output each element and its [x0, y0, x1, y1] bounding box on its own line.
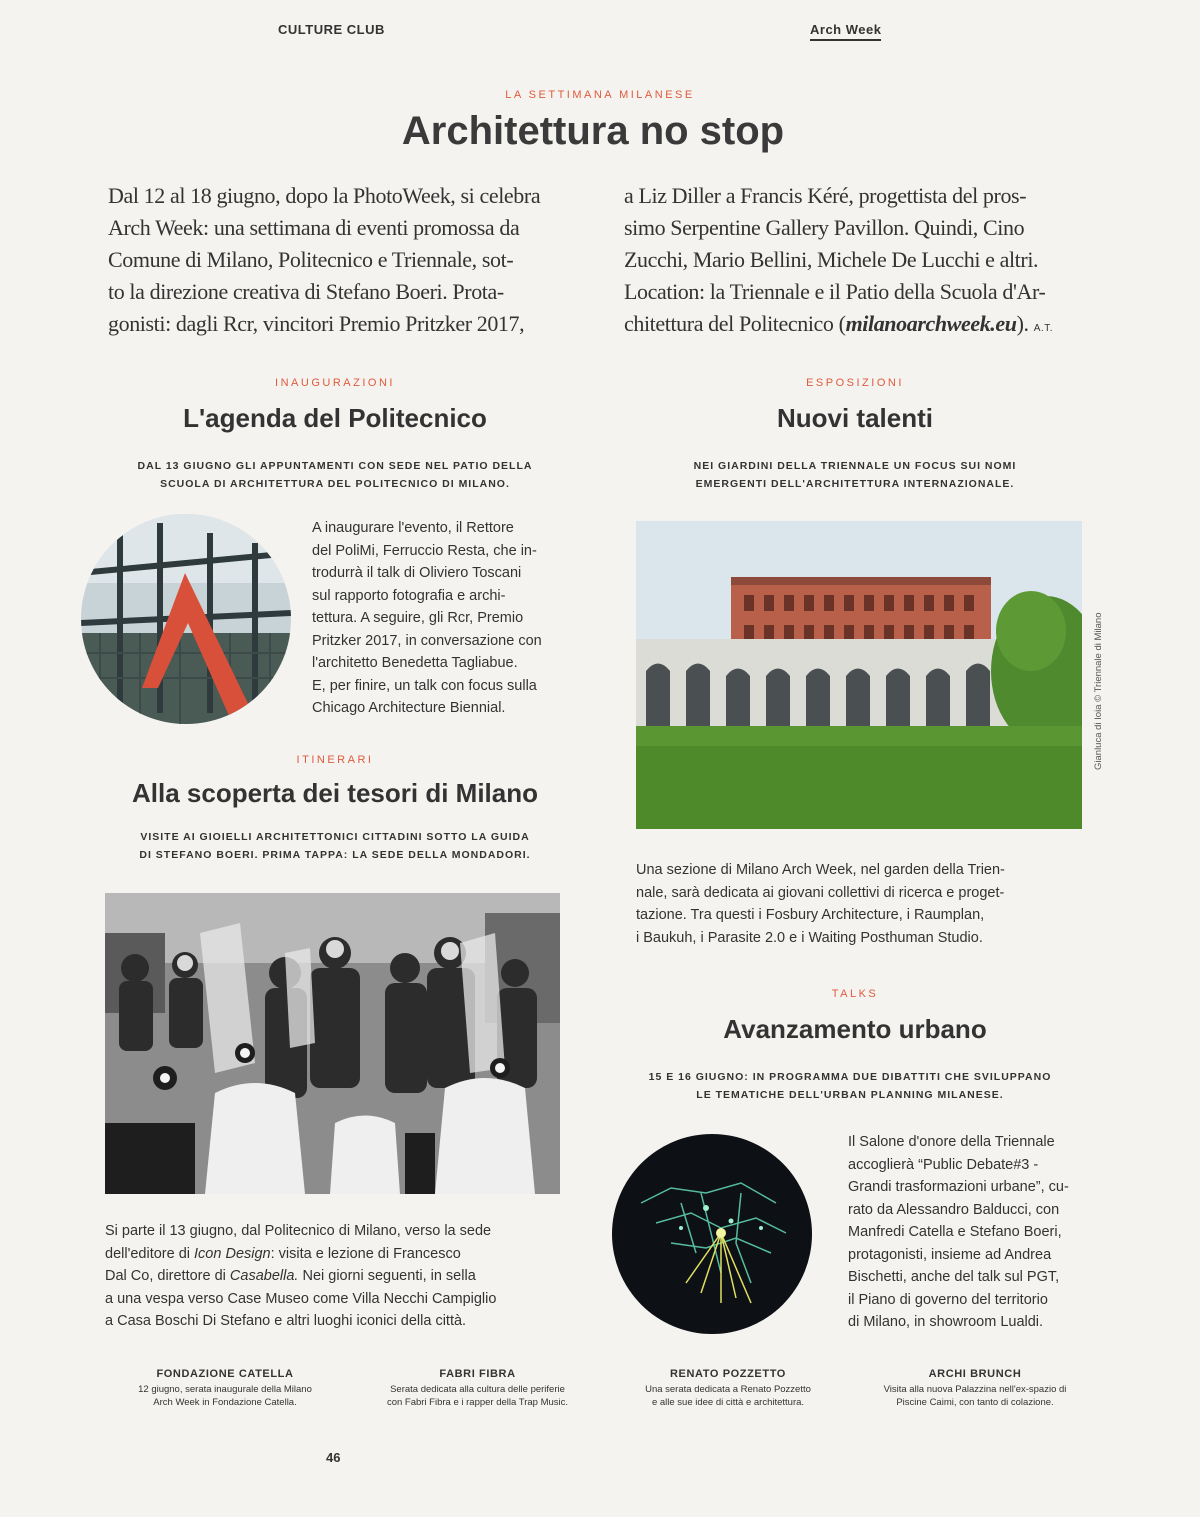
body-line: del PoliMi, Ferruccio Resta, che in- — [312, 542, 537, 559]
body-line: Il Salone d'onore della Triennale — [848, 1134, 1055, 1150]
body-line — [105, 1265, 575, 1288]
intro-line: Arch Week: una settimana di eventi promossa da — [108, 215, 520, 240]
desc-line: Serata dedicata alla cultura delle periferie — [390, 1384, 565, 1395]
footer-event-card — [355, 1368, 600, 1409]
author-signature: A.T. — [1033, 323, 1053, 334]
body-line: Chicago Architecture Biennial. — [312, 700, 506, 716]
body-line: di Milano, in showroom Lualdi. — [848, 1314, 1044, 1330]
subhead-line: LE TEMATICHE DELL'URBAN PLANNING MILANESE. — [696, 1089, 1004, 1101]
body-line: i Baukuh, i Parasite 2.0 e i Waiting Posthuman Studio. — [636, 929, 983, 946]
politecnico-photo — [80, 513, 292, 725]
intro-line: to la direzione creativa di Stefano Boeri. Prota- — [108, 279, 504, 304]
intro-line: Comune di Milano, Politecnico e Triennale, sot- — [108, 247, 514, 272]
intro-line: Dal 12 al 18 giugno, dopo la PhotoWeek, si celebra — [108, 183, 541, 208]
subhead-line: 15 E 16 GIUGNO: IN PROGRAMMA DUE DIBATTITI CHE SVILUPPANO — [648, 1071, 1052, 1083]
body-line: tazione. Tra questi i Fosbury Architecture, i Raumplan, — [636, 907, 985, 923]
body-line: rato da Alessandro Balducci, con — [848, 1201, 1060, 1218]
footer-event-name: ARCHI BRUNCH — [928, 1368, 1022, 1380]
body-text: Nei giorni seguenti, in sella — [298, 1268, 476, 1284]
body-line: Pritzker 2017, in conversazione con — [312, 632, 542, 649]
tesori-title: Alla scoperta dei tesori di Milano — [132, 778, 538, 808]
body-line: Una sezione di Milano Arch Week, nel garden della Trien- — [636, 862, 1005, 878]
intro-line: Location: la Triennale e il Patio della Scuola d'Ar- — [624, 279, 1046, 304]
website-link[interactable]: milanoarchweek.eu — [845, 311, 1017, 336]
tesori-subhead — [90, 828, 580, 864]
body-line: A inaugurare l'evento, il Rettore — [312, 520, 514, 536]
body-text: : visita e lezione di Francesco — [270, 1245, 461, 1262]
desc-line: 12 giugno, serata inaugurale della Milano — [138, 1384, 312, 1395]
talenti-kicker: ESPOSIZIONI — [806, 377, 904, 389]
body-line: Manfredi Catella e Stefano Boeri, — [848, 1224, 1062, 1240]
intro-line: simo Serpentine Gallery Pavillon. Quindi, Cino — [624, 215, 1025, 240]
body-line: accoglierà “Public Debate#3 - — [848, 1156, 1039, 1173]
subhead-line: SCUOLA DI ARCHITETTURA DEL POLITECNICO DI MILANO. — [160, 478, 510, 490]
magazine-name: Casabella. — [229, 1268, 299, 1284]
talenti-title: Nuovi talenti — [776, 403, 933, 433]
intro-line: Zucchi, Mario Bellini, Michele De Lucchi e altri. — [624, 247, 1039, 272]
body-text: Dal Co, direttore di — [105, 1268, 230, 1284]
body-line: Si parte il 13 giugno, dal Politecnico di Milano, verso la sede — [105, 1223, 492, 1239]
body-line: trodurrà il talk di Oliviero Toscani — [312, 565, 522, 581]
intro-text: chitettura del Politecnico ( — [624, 311, 846, 336]
footer-event-name: RENATO POZZETTO — [670, 1368, 786, 1380]
desc-line: Visita alla nuova Palazzina nell'ex-spazio di — [883, 1384, 1067, 1395]
section-label: CULTURE CLUB — [278, 22, 385, 37]
body-line: a una vespa verso Case Museo come Villa Necchi Campiglio — [105, 1290, 497, 1307]
talenti-subhead — [620, 457, 1090, 493]
subhead-line: DAL 13 GIUGNO GLI APPUNTAMENTI CON SEDE NEL PATIO DELLA — [137, 460, 533, 472]
desc-line: con Fabri Fibra e i rapper della Trap Music. — [386, 1397, 569, 1408]
subhead-line: VISITE AI GIOIELLI ARCHITETTONICI CITTADINI SOTTO LA GUIDA — [140, 831, 530, 843]
intro-column-2 — [624, 180, 1104, 345]
footer-event-desc — [850, 1383, 1100, 1409]
politecnico-kicker: INAUGURAZIONI — [275, 377, 395, 389]
body-text: dell'editore di — [105, 1245, 195, 1262]
hero-kicker: LA SETTIMANA MILANESE — [505, 89, 695, 101]
politecnico-body — [312, 517, 582, 720]
subhead-line: DI STEFANO BOERI. PRIMA TAPPA: LA SEDE DELLA MONDADORI. — [139, 849, 531, 861]
footer-event-name: FABRI FIBRA — [439, 1368, 516, 1380]
intro-line — [624, 308, 1104, 345]
avanzamento-title: Avanzamento urbano — [723, 1014, 987, 1044]
subhead-line: NEI GIARDINI DELLA TRIENNALE UN FOCUS SUI NOMI — [693, 460, 1017, 472]
tesori-kicker: ITINERARI — [296, 754, 374, 766]
footer-event-card — [100, 1368, 350, 1409]
urban-map-photo — [611, 1133, 813, 1335]
footer-event-name: FONDAZIONE CATELLA — [156, 1368, 294, 1380]
body-line: sul rapporto fotografia e archi- — [312, 587, 506, 604]
footer-event-card — [850, 1368, 1100, 1409]
body-line: protagonisti, insieme ad Andrea — [848, 1246, 1052, 1263]
body-line: il Piano di governo del territorio — [848, 1291, 1048, 1308]
intro-line: a Liz Diller a Francis Kéré, progettista del pros- — [624, 183, 1027, 208]
body-line: Grandi trasformazioni urbane”, cu- — [848, 1179, 1069, 1195]
body-line: l'architetto Benedetta Tagliabue. — [312, 655, 518, 671]
footer-event-desc — [100, 1383, 350, 1409]
footer-event-desc — [608, 1383, 848, 1409]
body-line: tettura. A seguire, gli Rcr, Premio — [312, 610, 524, 626]
intro-text: ). — [1016, 311, 1029, 336]
politecnico-title: L'agenda del Politecnico — [183, 403, 487, 433]
body-line: Bischetti, anche del talk sul PGT, — [848, 1269, 1060, 1285]
triennale-photo — [636, 521, 1082, 829]
desc-line: Piscine Caimi, con tanto di colazione. — [896, 1397, 1054, 1408]
page-number: 46 — [326, 1450, 341, 1465]
desc-line: Arch Week in Fondazione Catella. — [153, 1397, 297, 1408]
politecnico-subhead — [100, 457, 570, 493]
intro-line: gonisti: dagli Rcr, vincitori Premio Pritzker 2017, — [108, 311, 525, 336]
intro-column-1 — [108, 180, 578, 340]
body-line: E, per finire, un talk con focus sulla — [312, 677, 537, 694]
vespa-photo — [105, 893, 560, 1194]
talenti-body — [636, 859, 1096, 949]
avanzamento-kicker: TALKS — [831, 988, 879, 1000]
subhead-line: EMERGENTI DELL'ARCHITETTURA INTERNAZIONALE. — [695, 478, 1015, 490]
body-line: a Casa Boschi Di Stefano e altri luoghi iconici della città. — [105, 1313, 467, 1329]
magazine-name: Icon Design — [194, 1245, 271, 1262]
body-line — [105, 1243, 575, 1266]
footer-event-desc — [355, 1383, 600, 1409]
section-tag: Arch Week — [810, 22, 881, 41]
desc-line: Una serata dedicata a Renato Pozzetto — [645, 1384, 811, 1395]
body-line: nale, sarà dedicata ai giovani collettivi di ricerca e proget- — [636, 884, 1005, 901]
footer-event-card — [608, 1368, 848, 1409]
desc-line: e alle sue idee di città e architettura. — [651, 1397, 805, 1408]
page-title: Architettura no stop — [401, 109, 785, 153]
photo-credit: Gianluca di Ioia © Triennale di Milano — [1093, 612, 1104, 770]
avanzamento-subhead — [595, 1068, 1105, 1104]
tesori-body — [105, 1220, 575, 1333]
avanzamento-body — [848, 1131, 1118, 1334]
